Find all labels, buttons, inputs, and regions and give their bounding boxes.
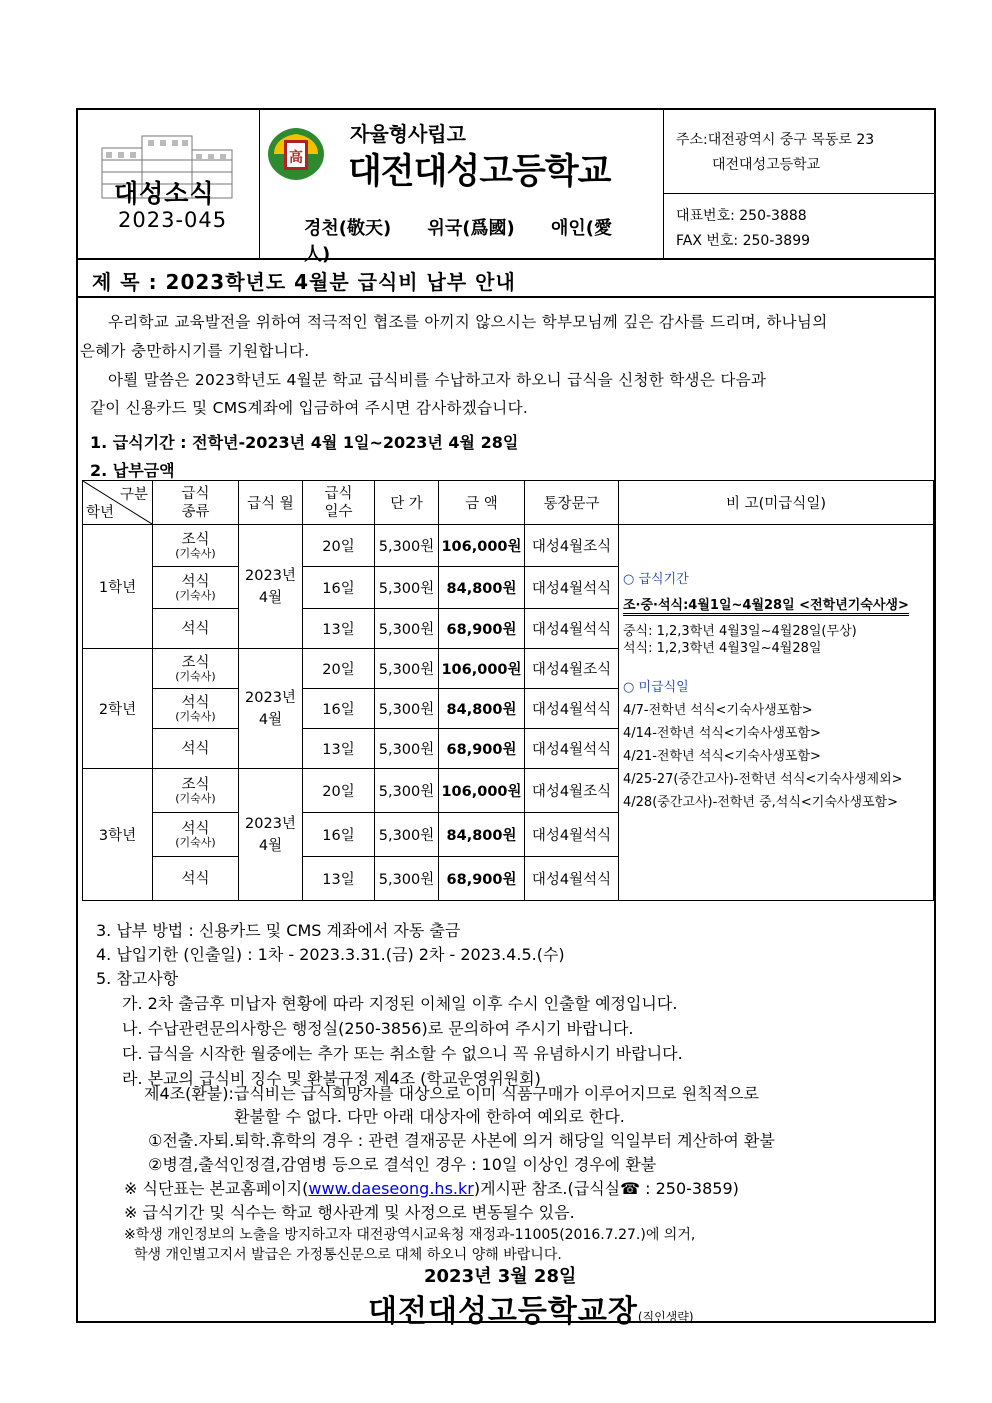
menu-note (124, 1176, 739, 1199)
days-cell: 13일 (303, 609, 375, 649)
meal-type-cell (153, 857, 239, 901)
diag-header-cell (83, 481, 153, 525)
document-frame (76, 108, 936, 1329)
note-period-title: ○ 급식기간 (623, 572, 689, 587)
menu-note-pre: ※ 식단표는 본교홈페이지( (124, 1179, 309, 1198)
grade-cell: 1학년 (83, 525, 153, 649)
meal-type: 석식 (181, 573, 210, 590)
note-cell (619, 525, 934, 901)
rule-line4: ②병결,출석인정결,감염병 등으로 결석인 경우 : 10일 이상인 경우에 환불 (148, 1155, 657, 1174)
meal-type: 석식 (181, 620, 210, 637)
unit-cell: 5,300원 (375, 649, 439, 689)
phone: 대표번호: 250-3888 (676, 208, 807, 224)
fax: FAX 번호: 250-3899 (676, 233, 811, 249)
amount-heading: 2. 납부금액 (90, 461, 175, 480)
meal-type-sub: (기숙사) (175, 709, 216, 723)
header-unit: 단 가 (375, 481, 439, 525)
table-row (83, 525, 934, 567)
rule-line2: 환불할 수 없다. 다만 아래 대상자에 한하여 예외로 한다. (234, 1107, 625, 1126)
intro-p2-line1: 아뢸 말씀은 2023학년도 4월분 학교 급식비를 수납하고자 하오니 급식을 신청한 학생은 다음과 (108, 371, 767, 389)
unit-cell: 5,300원 (375, 609, 439, 649)
header-type: 급식 종류 (153, 481, 239, 525)
days-cell: 16일 (303, 689, 375, 729)
memo-cell: 대성4월조식 (525, 649, 619, 689)
amount-cell: 84,800원 (439, 567, 525, 609)
meal-type: 조식 (181, 776, 210, 793)
month-cell: 2023년 4월 (239, 649, 303, 769)
month-cell: 2023년 4월 (239, 525, 303, 649)
unit-cell: 5,300원 (375, 567, 439, 609)
memo-cell: 대성4월석식 (525, 729, 619, 769)
newsletter-number: 2023-045 (118, 208, 228, 232)
newsletter-title: 대성소식 (114, 179, 215, 208)
diag-top-label: 구분 (119, 487, 148, 503)
diag-bottom-label: 학년 (86, 505, 115, 521)
unit-cell: 5,300원 (375, 525, 439, 567)
meal-type-cell (153, 813, 239, 857)
meal-type-sub: (기숙사) (175, 546, 216, 560)
school-name: 대전대성고등학교 (348, 152, 611, 192)
unit-cell: 5,300원 (375, 689, 439, 729)
address-line1: 주소:대전광역시 중구 목동로 23 (676, 132, 875, 148)
payment-method: 3. 납부 방법 : 신용카드 및 CMS 계좌에서 자동 출금 (96, 921, 461, 940)
unit-cell: 5,300원 (375, 813, 439, 857)
motto-3: 애인(愛人) (304, 218, 613, 265)
payment-deadline: 4. 납입기한 (인출일) : 1차 - 2023.3.31.(금) 2차 - 2023.4.5.(수) (96, 945, 565, 964)
meal-type-cell (153, 729, 239, 769)
meal-type-cell (153, 567, 239, 609)
meal-type: 석식 (181, 740, 210, 757)
days-cell: 20일 (303, 525, 375, 567)
memo-cell: 대성4월조식 (525, 769, 619, 813)
newsletter-box (78, 110, 260, 258)
table-header-row (83, 481, 934, 525)
days-cell: 20일 (303, 769, 375, 813)
days-cell: 16일 (303, 813, 375, 857)
days-cell: 20일 (303, 649, 375, 689)
contact-box (664, 110, 934, 258)
ref-c: 다. 급식을 시작한 월중에는 추가 또는 취소할 수 없으니 꼭 유념하시기 바랍니다. (122, 1044, 683, 1063)
meal-type: 조식 (181, 654, 210, 671)
memo-cell: 대성4월석식 (525, 609, 619, 649)
header-note: 비 고(미급식일) (619, 481, 934, 525)
intro-p1-line1: 우리학교 교육발전을 위하여 적극적인 협조를 아끼지 않으시는 학부모님께 깊은 감사를 드리며, 하나님의 (108, 313, 828, 331)
memo-cell: 대성4월석식 (525, 857, 619, 901)
amount-cell: 106,000원 (439, 525, 525, 567)
fee-table (82, 480, 934, 901)
header-memo: 통장문구 (525, 481, 619, 525)
note-period-main: 조·중·석식:4월1일~4월28일 <전학년기숙사생> (623, 598, 909, 616)
header-days: 급식 일수 (303, 481, 375, 525)
address (664, 110, 934, 194)
subject-line: 제 목 : 2023학년도 4월분 급식비 납부 안내 (78, 260, 934, 298)
amount-cell: 106,000원 (439, 649, 525, 689)
school-type: 자율형사립고 (350, 122, 466, 146)
header-amount: 금 액 (439, 481, 525, 525)
memo-cell: 대성4월조식 (525, 525, 619, 567)
nomeal-item: 4/21-전학년 석식<기숙사생포함> (623, 749, 821, 764)
grade-cell: 3학년 (83, 769, 153, 901)
meal-type-sub: (기숙사) (175, 669, 216, 683)
meal-type-cell (153, 649, 239, 689)
amount-cell: 68,900원 (439, 609, 525, 649)
amount-cell: 84,800원 (439, 689, 525, 729)
meal-type-cell (153, 609, 239, 649)
seal-note: (직인생략) (637, 1310, 694, 1324)
nomeal-item: 4/28(중간고사)-전학년 중,석식<기숙사생포함> (623, 795, 899, 810)
meal-type-sub: (기숙사) (175, 791, 216, 805)
days-cell: 16일 (303, 567, 375, 609)
meal-type: 석식 (181, 870, 210, 887)
nomeal-item: 4/7-전학년 석식<기숙사생포함> (623, 703, 813, 718)
note-period-lunch: 중식: 1,2,3학년 4월3일~4월28일(무상) (623, 624, 857, 639)
motto-1: 경천(敬天) (304, 218, 392, 239)
homepage-link[interactable]: www.daeseong.hs.kr (308, 1179, 474, 1198)
meal-type: 조식 (181, 531, 210, 548)
unit-cell: 5,300원 (375, 769, 439, 813)
issue-date: 2023년 3월 28일 (424, 1266, 577, 1287)
meal-type-cell (153, 769, 239, 813)
unit-cell: 5,300원 (375, 857, 439, 901)
meal-period: 1. 급식기간 : 전학년-2023년 4월 1일~2023년 4월 28일 (90, 433, 519, 452)
note-period-dinner: 석식: 1,2,3학년 4월3일~4월28일 (623, 641, 822, 656)
privacy-line1: ※학생 개인정보의 노출을 방지하고자 대전광역시교육청 재정과-11005(2016.7.27.)에 의거, (124, 1227, 696, 1243)
meal-type: 석식 (181, 820, 210, 837)
meal-type-cell (153, 525, 239, 567)
amount-cell: 68,900원 (439, 857, 525, 901)
unit-cell: 5,300원 (375, 729, 439, 769)
memo-cell: 대성4월석식 (525, 689, 619, 729)
letterhead (78, 110, 934, 265)
school-title-box (260, 110, 664, 265)
principal-signature (368, 1286, 694, 1330)
ref-a: 가. 2차 출금후 미납자 현황에 따라 지정된 이체일 이후 수시 인출할 예정입니다. (122, 994, 678, 1013)
rule-line1: 제4조(환불):급식비는 급식희망자를 대상으로 이미 식품구매가 이루어지므로 원칙적으로 (144, 1084, 759, 1103)
days-cell: 13일 (303, 729, 375, 769)
header-month: 급식 월 (239, 481, 303, 525)
meal-type: 석식 (181, 694, 210, 711)
memo-cell: 대성4월석식 (525, 813, 619, 857)
amount-cell: 106,000원 (439, 769, 525, 813)
meal-type-sub: (기숙사) (175, 588, 216, 602)
menu-note-post: )게시판 참조.(급식실☎ : 250-3859) (473, 1179, 739, 1198)
address-line2: 대전대성고등학교 (712, 157, 821, 173)
meal-type-sub: (기숙사) (175, 835, 216, 849)
ref-heading: 5. 참고사항 (96, 969, 179, 988)
svg-text:高: 高 (289, 150, 303, 166)
rule-line3: ①전출.자퇴.퇴학.휴학의 경우 : 관련 결재공문 사본에 의거 해당일 익일부터 계산하여 환불 (148, 1131, 775, 1150)
ref-d: 라. 본교의 급식비 징수 및 환불규정 제4조 (학교운영위원회) (122, 1069, 541, 1088)
school-emblem-logo (264, 124, 328, 184)
phone-numbers (676, 204, 810, 254)
meal-type-cell (153, 689, 239, 729)
amount-cell: 84,800원 (439, 813, 525, 857)
school-motto (304, 214, 663, 266)
memo-cell: 대성4월석식 (525, 567, 619, 609)
principal-title: 대전대성고등학교장 (368, 1294, 638, 1329)
privacy-line2: 학생 개인별고지서 발급은 가정통신문으로 대체 하오니 양해 바랍니다. (134, 1247, 562, 1263)
note-nomeal-title: ○ 미급식일 (623, 680, 689, 695)
change-note: ※ 급식기간 및 식수는 학교 행사관계 및 사정으로 변동될수 있음. (124, 1203, 575, 1222)
intro-p2-line2: 같이 신용카드 및 CMS계좌에 입금하여 주시면 감사하겠습니다. (90, 399, 529, 417)
intro-p1-line2: 은혜가 충만하시기를 기원합니다. (80, 342, 310, 360)
nomeal-item: 4/25-27(중간고사)-전학년 석식<기숙사생제외> (623, 772, 903, 787)
nomeal-item: 4/14-전학년 석식<기숙사생포함> (623, 726, 821, 741)
grade-cell: 2학년 (83, 649, 153, 769)
ref-b: 나. 수납관련문의사항은 행정실(250-3856)로 문의하여 주시기 바랍니다. (122, 1019, 634, 1038)
motto-2: 위국(爲國) (427, 218, 515, 239)
amount-cell: 68,900원 (439, 729, 525, 769)
days-cell: 13일 (303, 857, 375, 901)
month-cell: 2023년 4월 (239, 769, 303, 901)
